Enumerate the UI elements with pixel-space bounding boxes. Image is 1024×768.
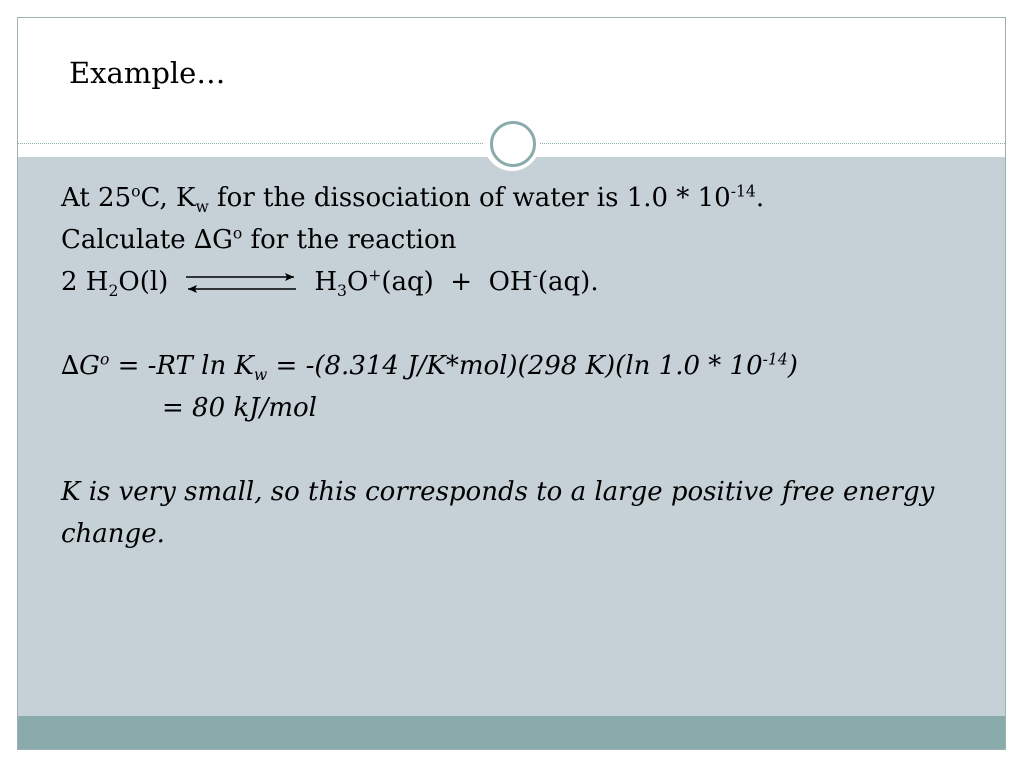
delta-symbol: ∆ [61,351,80,381]
divider-ring-icon [490,121,536,167]
delta-symbol: ∆ [193,225,213,255]
calculate-statement [61,219,961,261]
text-run: ) [787,351,798,381]
text-run: . [755,183,765,213]
text-run: (aq) + OH [381,267,533,297]
degree-symbol: o [232,224,243,243]
text-run: G [79,351,100,381]
conclusion-text: K is very small, so this corresponds to a large positive free energy change. [61,477,935,549]
reaction-equation [61,261,961,303]
text-run: Calculate [61,225,194,255]
subscript: 2 [108,282,119,301]
superscript: + [368,266,382,285]
degree-symbol: o [99,350,110,369]
text-run: (aq). [537,267,599,297]
slide-title: Example… [69,56,226,90]
body-text [61,177,961,555]
text-run: C, K [140,183,196,213]
gibbs-equation [61,345,961,387]
equilibrium-arrows-icon [182,268,300,298]
exponent: -14 [730,182,756,201]
degree-symbol: o [131,182,141,201]
text-run: G [212,225,233,255]
text-run: H [314,267,338,297]
text-run: 2 H [61,267,109,297]
text-run: = -RT ln K [109,351,254,381]
subscript: w [195,198,209,217]
exponent: -14 [762,350,788,369]
spacer [61,429,961,471]
text-run: At 25 [61,183,132,213]
text-run: O(l) [118,267,169,297]
text-run: for the reaction [242,225,457,255]
superscript: - [532,266,538,285]
subscript: 3 [337,282,347,301]
text-run: for the dissociation of water is 1.0 * 10 [208,183,731,213]
gibbs-result: = 80 kJ/mol [162,393,317,423]
text-run: = -(8.314 J/K*mol)(298 K)(ln 1.0 * 10 [267,351,763,381]
slide [17,17,1006,750]
spacer [61,303,961,345]
footer-band [18,716,1005,750]
text-run: O [346,267,369,297]
kw-statement [61,177,961,219]
subscript: w [253,366,268,385]
